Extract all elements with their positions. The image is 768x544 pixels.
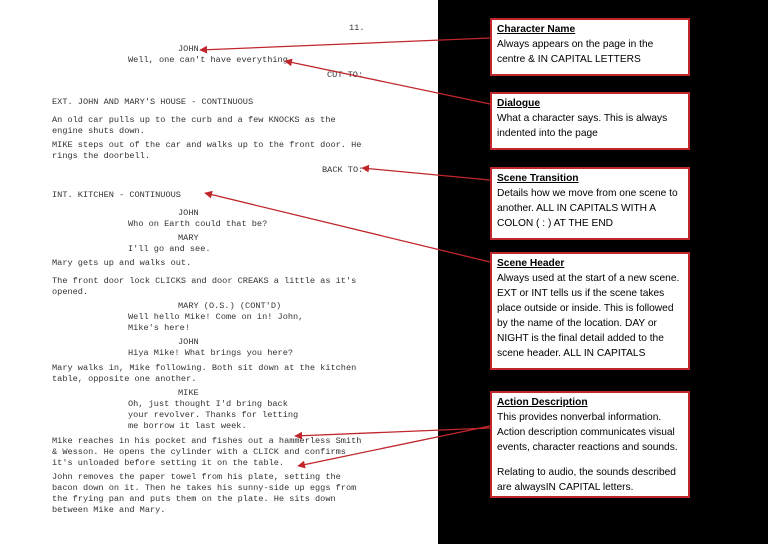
character-name-mary: MARY	[178, 233, 199, 243]
action-line: Mary gets up and walks out.	[52, 258, 192, 268]
action-line: between Mike and Mary.	[52, 505, 166, 515]
dialogue-line: Well, one can't have everything.	[128, 55, 294, 65]
character-name-john: JOHN	[178, 44, 199, 54]
annotation-title: Dialogue	[497, 98, 541, 109]
annotation-body: This provides nonverbal information. Action description communicates visual events, character reactions and sounds.	[497, 412, 678, 453]
arrow-character-name	[200, 38, 490, 50]
character-name-john: JOHN	[178, 208, 199, 218]
action-line: table, opposite one another.	[52, 374, 197, 384]
arrow-scene-header	[205, 193, 490, 262]
dialogue-line: Mike's here!	[128, 323, 190, 333]
character-name-mike: MIKE	[178, 388, 199, 398]
dialogue-line: Well hello Mike! Come on in! John,	[128, 312, 304, 322]
annotation-title: Scene Transition	[497, 173, 579, 184]
dialogue-line: Who on Earth could that be?	[128, 219, 268, 229]
annotation-body: Always appears on the page in the centre & IN CAPITAL LETTERS	[497, 39, 654, 65]
action-line: opened.	[52, 287, 89, 297]
action-line: Mike reaches in his pocket and fishes out a hammerless Smith	[52, 436, 362, 446]
dialogue-line: Hiya Mike! What brings you here?	[128, 348, 294, 358]
arrow-scene-transition	[362, 168, 490, 180]
action-line: Mary walks in, Mike following. Both sit down at the kitchen	[52, 363, 357, 373]
action-line: rings the doorbell.	[52, 151, 150, 161]
arrow-dialogue	[285, 61, 490, 104]
annotation-title: Character Name	[497, 24, 576, 35]
action-line: it's unloaded before setting it on the table.	[52, 458, 285, 468]
scene-header-int: INT. KITCHEN - CONTINUOUS	[52, 190, 181, 200]
transition-cut-to: CUT TO:	[327, 70, 364, 80]
annotation-body: What a character says. This is always indented into the page	[497, 113, 668, 139]
annotation-body: Details how we move from one scene to another. ALL IN CAPITALS WITH A COLON ( : ) AT THE END	[497, 188, 678, 229]
action-line: MIKE steps out of the car and walks up to the front door. He	[52, 140, 362, 150]
page-number: 11.	[349, 23, 365, 33]
dialogue-line: me borrow it last week.	[128, 421, 247, 431]
character-name-mary-os: MARY (O.S.) (CONT'D)	[178, 301, 282, 311]
annotation-title: Action Description	[497, 397, 588, 408]
action-line: bacon down on it. Then he takes his sunny-side up eggs from	[52, 483, 357, 493]
dialogue-line: your revolver. Thanks for letting	[128, 410, 299, 420]
annotation-body: Always used at the start of a new scene. EXT or INT tells us if the scene takes place outside or inside. This is followed by the name of the location. DAY or NIGHT is the final detail added to the scene header. ALL IN CAPITALS	[497, 273, 680, 359]
annotation-title: Scene Header	[497, 258, 565, 269]
annotation-body-secondary: Relating to audio, the sounds described are alwaysIN CAPITAL letters.	[497, 467, 676, 493]
action-line: engine shuts down.	[52, 126, 145, 136]
action-line: the frying pan and puts them on the plate. He sits down	[52, 494, 336, 504]
character-name-john: JOHN	[178, 337, 199, 347]
dialogue-line: I'll go and see.	[128, 244, 211, 254]
dialogue-line: Oh, just thought I'd bring back	[128, 399, 288, 409]
scene-header-ext: EXT. JOHN AND MARY'S HOUSE - CONTINUOUS	[52, 97, 254, 107]
action-line: The front door lock CLICKS and door CREAKS a little as it's	[52, 276, 357, 286]
action-line: An old car pulls up to the curb and a few KNOCKS as the	[52, 115, 336, 125]
action-line: John removes the paper towel from his plate, setting the	[52, 472, 341, 482]
transition-back-to: BACK TO:	[322, 165, 364, 175]
action-line: & Wesson. He opens the cylinder with a CLICK and confirms	[52, 447, 346, 457]
